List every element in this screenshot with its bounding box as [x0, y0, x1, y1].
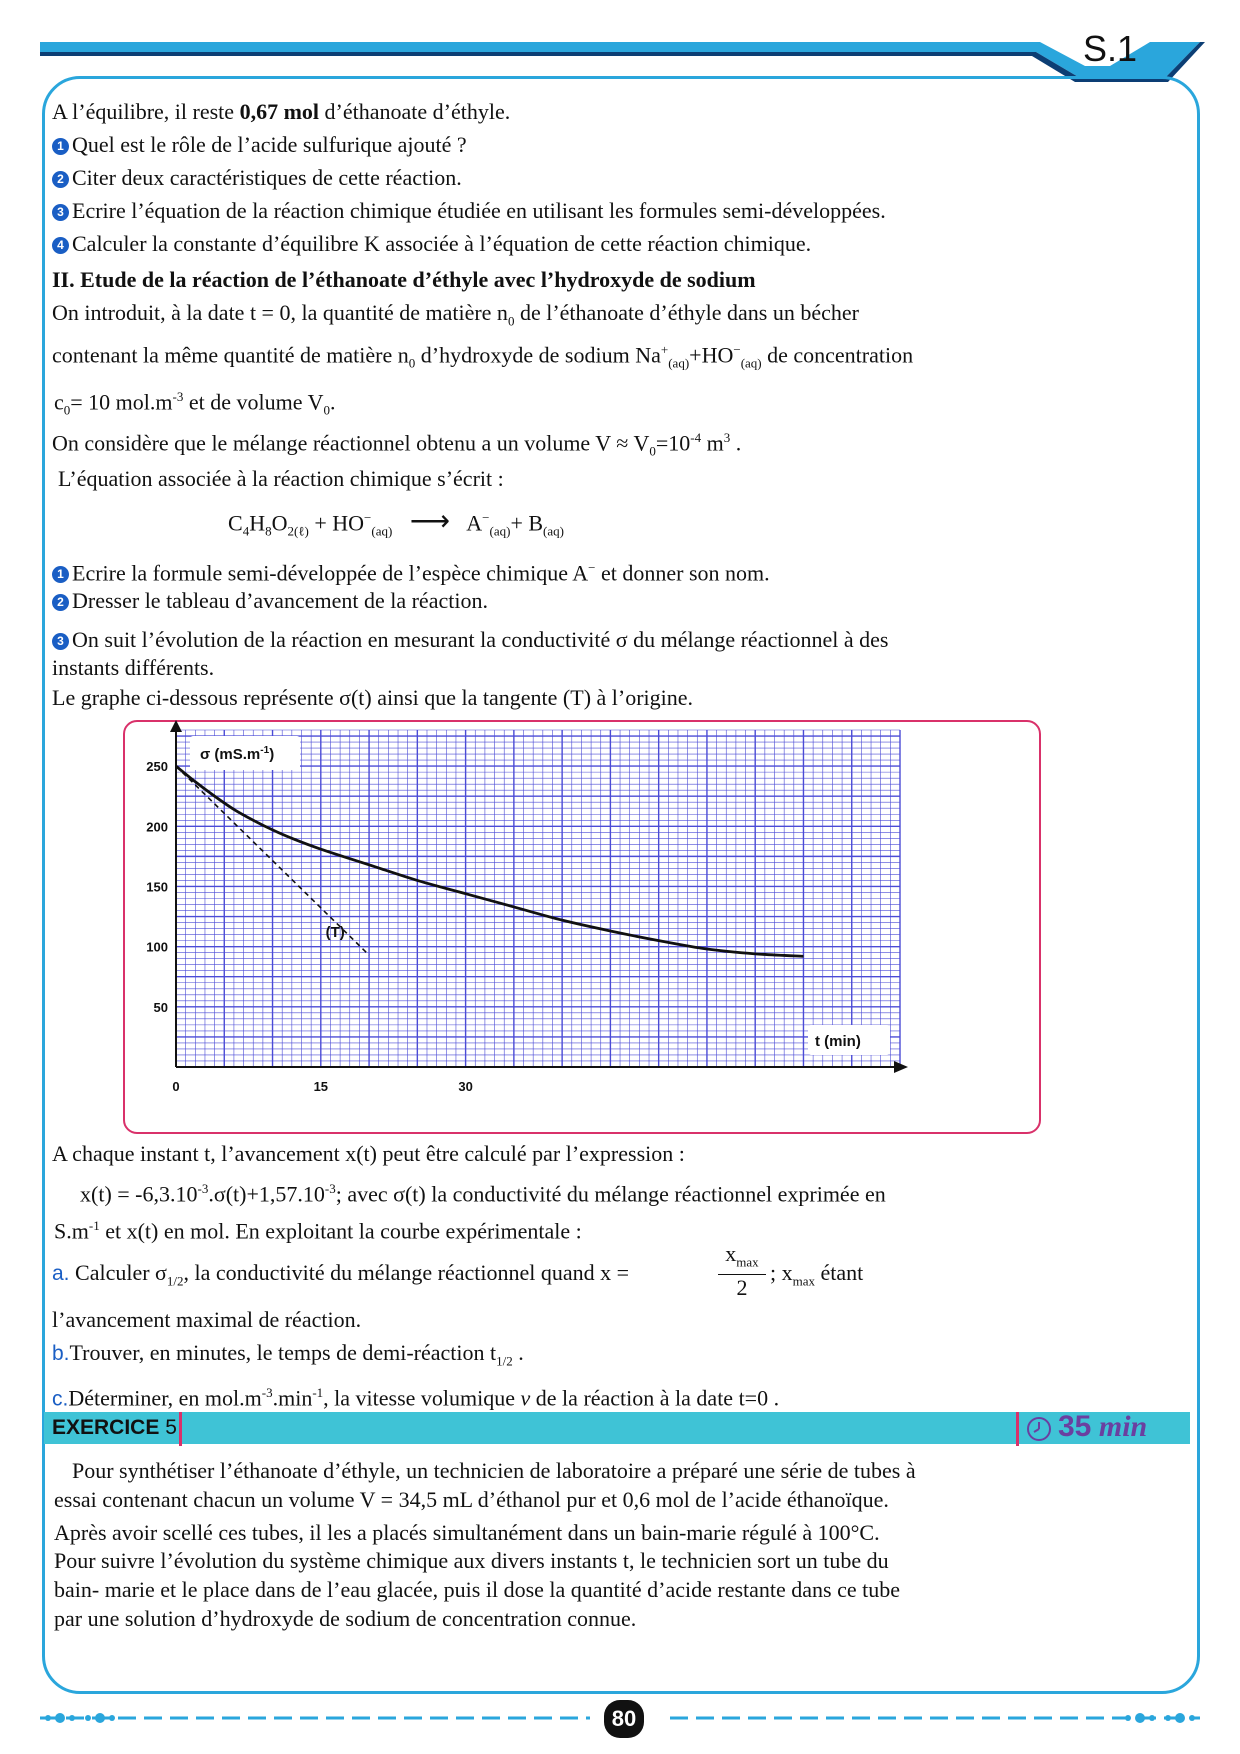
exercise-p1: Pour synthétiser l’éthanoate d’éthyle, un technicien de laboratoire a préparé une série de tubes à	[72, 1458, 916, 1483]
q4-part1: 4 Calculer la constante d’équilibre K associée à l’équation de cette réaction chimique.	[52, 231, 811, 257]
part2-title: II. Etude de la réaction de l’éthanoate d’éthyle avec l’hydroxyde de sodium	[52, 267, 756, 292]
q2-part1: 2 Citer deux caractéristiques de cette réaction.	[52, 165, 462, 191]
x-axis-arrow	[894, 1061, 908, 1073]
part2-p1: On introduit, à la date t = 0, la quantité de matière $n_0$ de l’éthanoate d’éthyle dans un bécher	[52, 300, 859, 329]
question-a: a. Calculer $\sigma_{1/2}$, la conductivité du mélange réactionnel quand x =	[52, 1260, 630, 1289]
q3-part1: 3 Ecrire l’équation de la réaction chimique étudiée en utilisant les formules semi-développées.	[52, 198, 886, 224]
after-l1: A chaque instant t, l’avancement x(t) peut être calculé par l’expression :	[52, 1141, 685, 1166]
fraction: $x_{max}$ 2	[718, 1242, 766, 1301]
y-tick-label: 150	[146, 879, 168, 895]
sigma-curve	[176, 766, 803, 956]
exercise-title: EXERCICE 5	[52, 1416, 177, 1439]
clock-icon	[1025, 1415, 1053, 1443]
grid-fine	[176, 730, 900, 1067]
y-tick-label: 100	[146, 939, 168, 955]
q1-part1: 1 Quel est le rôle de l’acide sulfurique ajouté ?	[52, 132, 467, 158]
sigma-chart	[123, 720, 1037, 1130]
y-tick-label: 50	[153, 999, 168, 1015]
exercise-p5: bain- marie et le place dans de l’eau glacée, puis il dose la quantité d’acide restante dans ce tube	[54, 1577, 901, 1602]
exercise-duration: 35 min	[1058, 1410, 1148, 1443]
y-tick-label: 250	[146, 759, 168, 775]
chemical-equation: $C_4H_8O_{2(\ell)} + HO^-_{(aq)}$ ⟶ $A^-_{(aq)}+ B_{(aq)}$	[228, 506, 564, 539]
after-l2: $x(t) = -6,3.10^{-3}.\sigma(t)+1,57.10^{-3}$; avec σ(t) la conductivité du mélange réactionnel exprimée en	[80, 1181, 886, 1207]
exercise-p6: par une solution d’hydroxyde de sodium de concentration connue.	[54, 1606, 637, 1631]
x-tick-label: 0	[172, 1079, 180, 1094]
exercise-p4: Pour suivre l’évolution du système chimique aux divers instants t, le technicien sort un tube du	[54, 1548, 889, 1573]
exercise-divider-left	[179, 1412, 182, 1446]
section-label: S.1	[1083, 28, 1138, 69]
part2-p5: L’équation associée à la réaction chimique s’écrit :	[58, 466, 504, 491]
x-axis-label: t (min)	[815, 1033, 861, 1050]
intro-line: A l’équilibre, il reste 0,67 mol d’éthanoate d’éthyle.	[52, 99, 511, 124]
x-tick-label: 15	[313, 1079, 329, 1094]
part2-p3: $c_0= 10$ $mol.m^{-3}$ et de volume $V_0$.	[54, 389, 336, 418]
q1-part2: 1 Ecrire la formule semi-développée de l’espèce chimique A− et donner son nom.	[52, 555, 770, 586]
y-axis-label: σ $(mS.m^{-1})$	[200, 745, 275, 763]
exercise-divider-right	[1016, 1412, 1019, 1446]
after-l3: $S.m^{-1}$ et x(t) en mol. En exploitant la courbe expérimentale :	[54, 1218, 582, 1244]
tangent-label: (T)	[325, 924, 345, 942]
q3b-part2: instants différents.	[52, 655, 215, 680]
x-tick-label: 30	[458, 1079, 473, 1094]
question-c: c.Déterminer, en $mol.m^{-3}.\min^{-1}$, la vitesse volumique v de la réaction à la date t=0 .	[52, 1385, 780, 1411]
part2-p2: contenant la même quantité de matière $n_0$ d’hydroxyde de sodium $Na^+_{(aq)}+HO^-_{(aq)}$ de concentration	[52, 342, 914, 371]
exercise-p3: Après avoir scellé ces tubes, il les a placés simultanément dans un bain-marie régulé à 100°C.	[54, 1520, 880, 1545]
graph-intro: Le graphe ci-dessous représente σ(t) ainsi que la tangente (T) à l’origine.	[52, 685, 694, 710]
question-b: b.Trouver, en minutes, le temps de demi-réaction $t_{1/2}$ .	[52, 1340, 524, 1369]
exercise-p2: essai contenant chacun un volume V = 34,5 mL d’éthanol pur et 0,6 mol de l’acide éthanoïque.	[54, 1487, 889, 1512]
q2-part2: 2 Dresser le tableau d’avancement de la réaction.	[52, 588, 488, 614]
page-number: 80	[611, 1706, 637, 1731]
y-tick-label: 200	[146, 819, 168, 835]
y-axis-arrow	[170, 720, 182, 732]
part2-p4: On considère que le mélange réactionnel obtenu a un volume $V \approx V_0=10^{-4}$ $m^3$ .	[52, 430, 742, 459]
question-a-end: ; $x_{max}$ étant	[770, 1260, 864, 1289]
question-a-line2: l’avancement maximal de réaction.	[52, 1307, 362, 1332]
q3-part2: 3 On suit l’évolution de la réaction en mesurant la conductivité σ du mélange réactionnel à des	[52, 627, 888, 653]
